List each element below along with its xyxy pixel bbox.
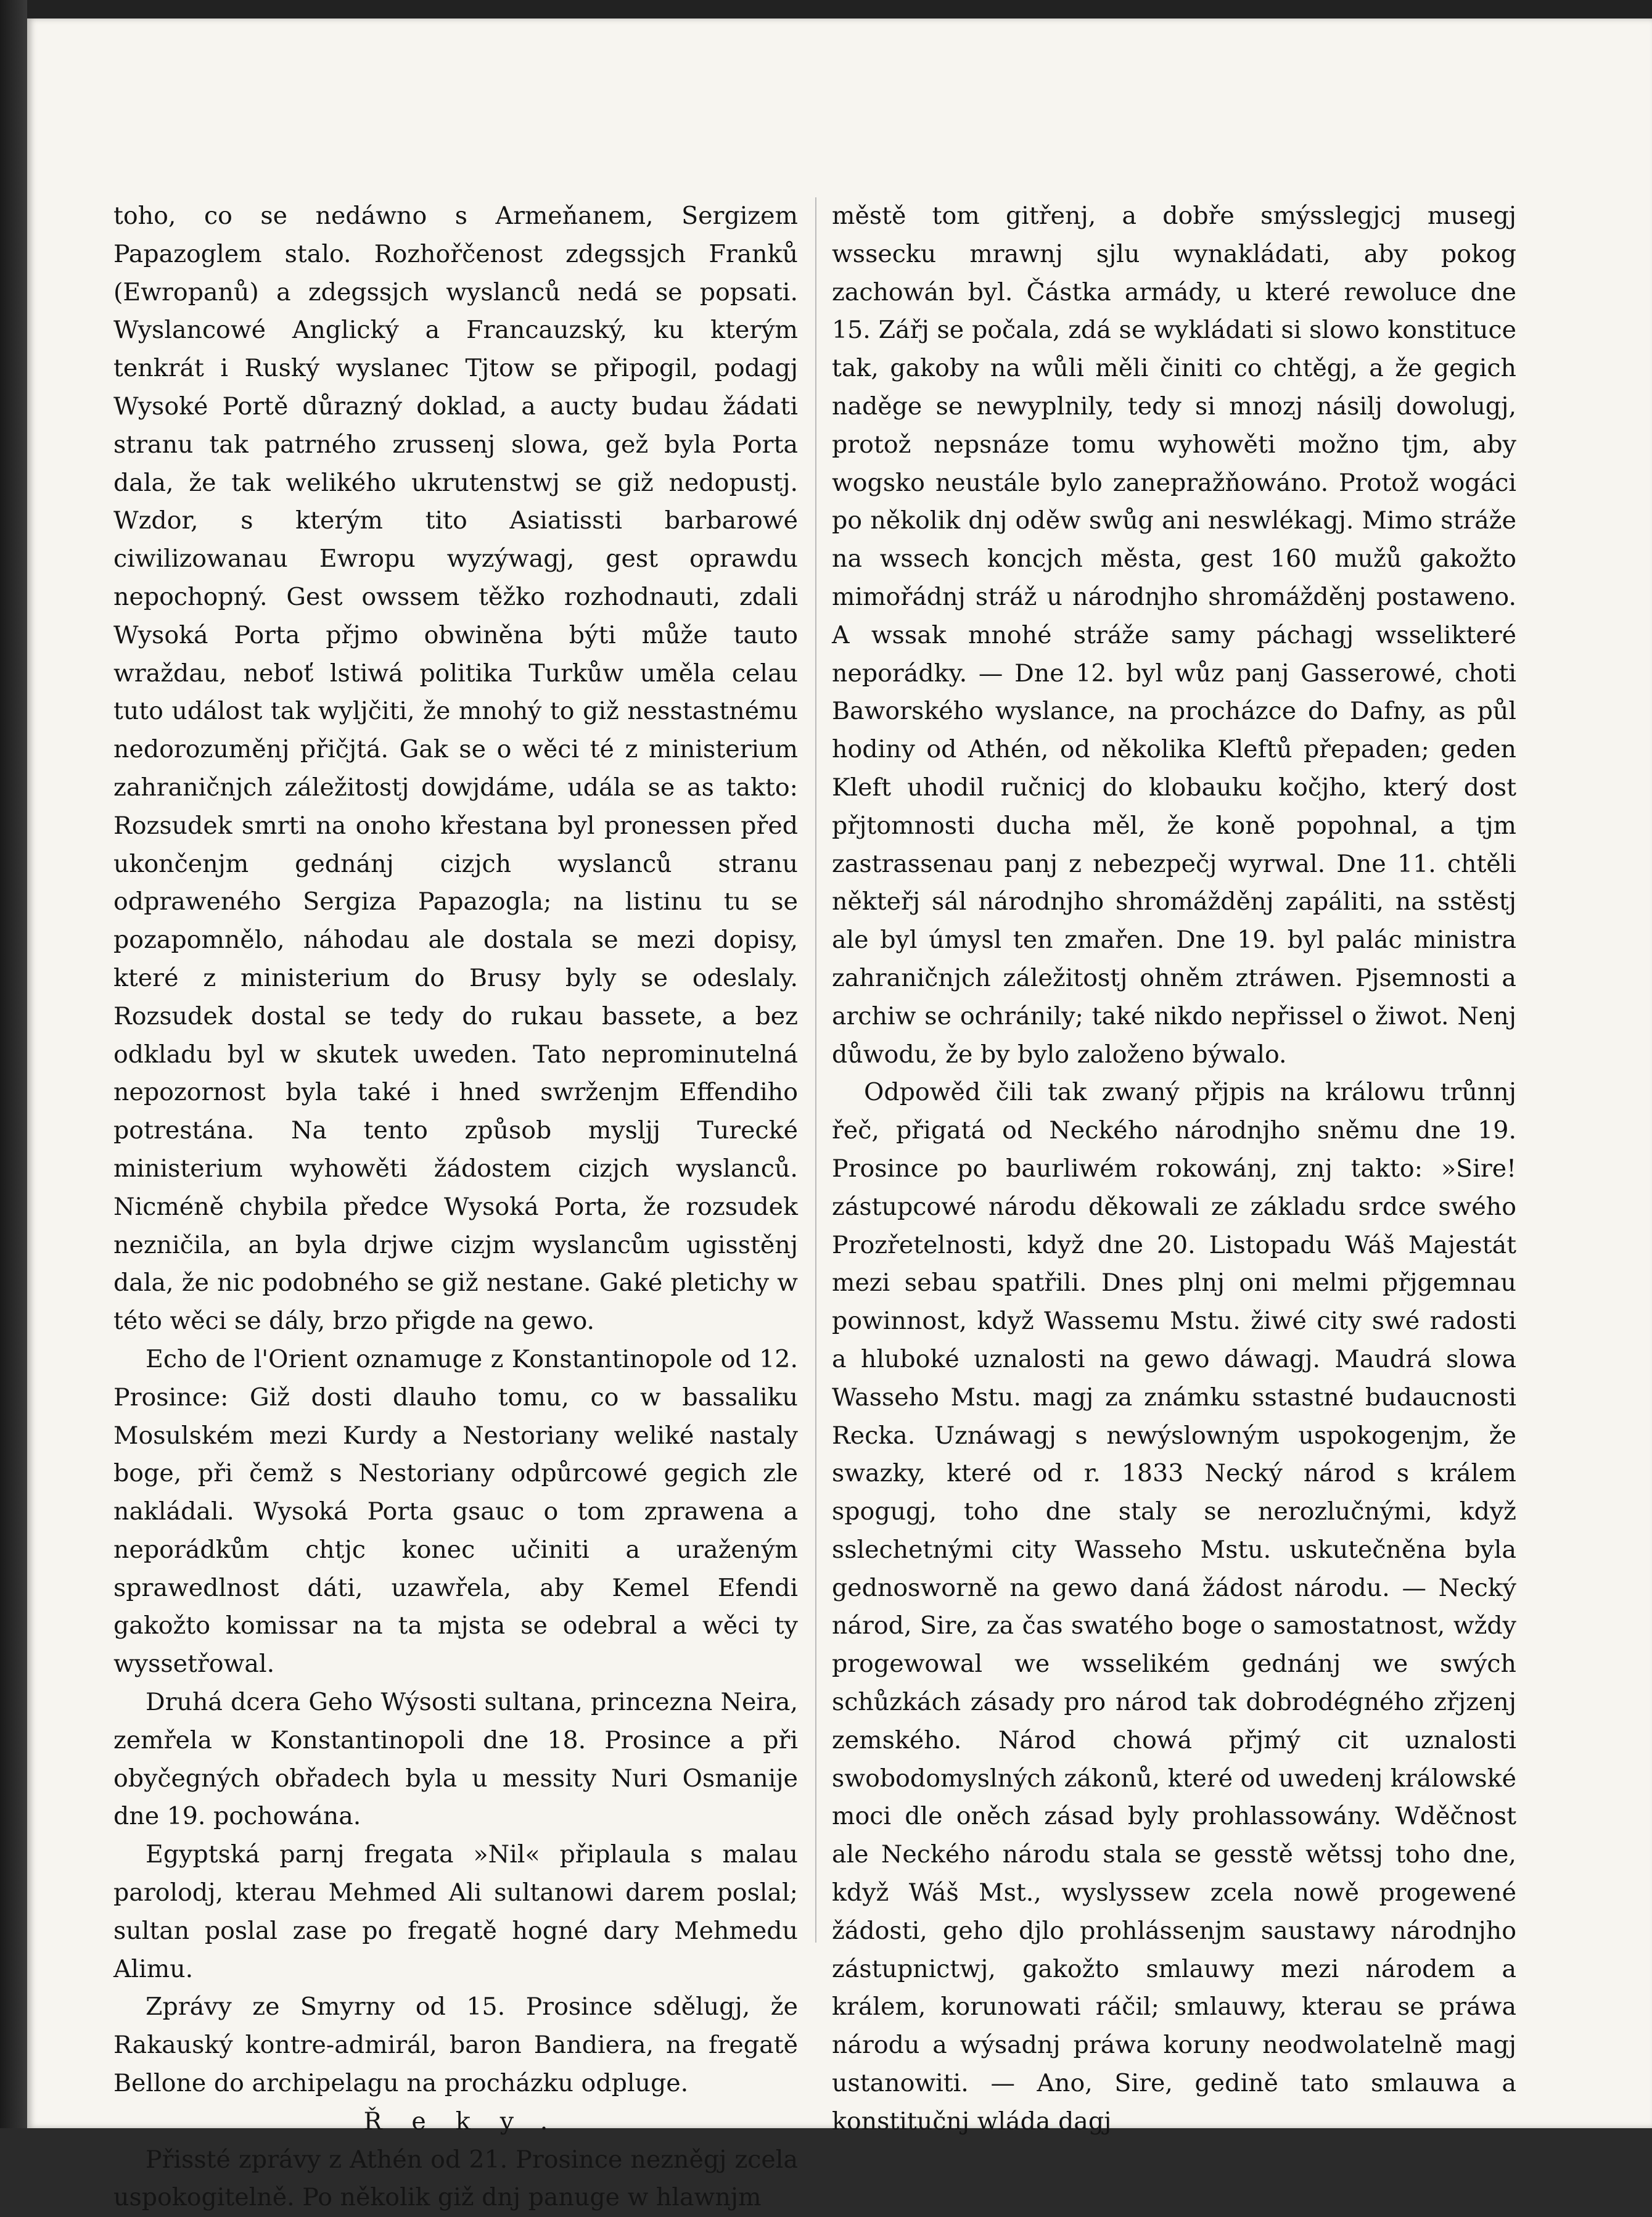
section-heading: Řeky.	[363, 2107, 578, 2136]
article-paragraph: Odpowěd čili tak zwaný přjpis na králowu trůnnj řeč, přigatá od Neckého národnjho sněmu dne 19. Prosince po baurliwém rokowánj, znj takto: »Sire! zástupcowé národu děkowali ze základu srdce swého Prozřetelnosti, když dne 20. Listopadu Wáš Majestát mezi sebau spatřili. Dnes plnj oni melmi přjgemnau powinnost, když Wassemu Mstu. žiwé city swé radosti a hluboké uznalosti na gewo dáwagj. Maudrá slowa Wasseho Mstu. magj za známku sstastné budaucnosti Recka. Uznáwagj s newýslowným uspokogenjm, že swazky, které od r. 1833 Necký národ s králem spogugj, toho dne staly se nerozlučnými, když sslechetnými city Wasseho Mstu. uskutečněna byla gednosworně na gewo daná žádost národu. — Necký národ, Sire, za čas swatého boge o samostatnost, wždy progewowal we wsselikém gednánj we swých schůzkách zásady pro národ tak dobrodégného zřjzenj zemského. Národ chowá přjmý cit uznalosti swobodomyslných zákonů, které od uwedenj králowské moci dle oněch zásad byly prohlassowány. Wděčnost ale Neckého národu stala se gesstě wětssj toho dne, když Wáš Mst., wyslyssew zcela nowě progewené žádosti, geho djlo prohlássenjm saustawy národnjho zástupnictwj, gakožto smlauwy mezi národem a králem, korunowati ráčil; smlauwy, kterau se práwa národu a wýsadnj práwa koruny neodwolatelně magj ustanowiti. — Ano, Sire, gedině tato smlauwa a konstitučnj wláda dagj	[832, 1078, 1516, 2136]
article-paragraph: Echo de l'Orient oznamuge z Konstantinopole od 12. Prosince: Giž dosti dlauho tomu, co w bassaliku Mosulském mezi Kurdy a Nestoriany weliké nastaly boge, při čemž s Nestoriany odpůrcowé gegich zle nakládali. Wysoká Porta gsauc o tom zprawena a neporádkům chtjc konec učiniti a uraženým sprawedlnost dáti, uzawřela, aby Kemel Efendi gakožto komissar na ta mjsta se odebral a wěci ty wyssetřowal.	[113, 1344, 798, 1679]
right-column	[832, 197, 1516, 2141]
column-divider	[815, 197, 816, 1943]
article-paragraph: Přissté zprávy z Athén od 21. Prosince nezněgj zcela uspokogitelně. Po několik giž dnj panuge w hlawnjm	[113, 2145, 798, 2212]
scan-edge-top	[0, 0, 1652, 19]
article-paragraph: Egyptská parnj fregata »Nil« připlaula s malau parolodj, kterau Mehmed Ali sultanowi darem poslal; sultan poslal zase po fregatě hogné dary Mehmedu Alimu.	[113, 1840, 798, 1983]
article-paragraph: Zprávy ze Smyrny od 15. Prosince sdělugj, že Rakauský kontre-admirál, baron Bandiera, na fregatě Bellone do archipelagu na procházku odpluge.	[113, 1993, 798, 2098]
article-paragraph: Druhá dcera Geho Wýsosti sultana, princezna Neira, zemřela w Konstantinopoli dne 18. Prosince a při obyčegných obřadech byla u messity Nuri Osmanije dne 19. pochowána.	[113, 1688, 798, 1831]
article-paragraph: městě tom gitřenj, a dobře smýsslegjcj musegj wssecku mrawnj sjlu wynakládati, aby pokog zachowán byl. Částka armády, u které rewoluce dne 15. Zářj se počala, zdá se wykládati si slowo konstituce tak, gakoby na wůli měli činiti co chtěgj, a že gegich naděge se newyplnily, tedy si mnozj násilj dowolugj, protož nepsnáze tomu wyhowěti možno tjm, aby wogsko neustále bylo zanepražňowáno. Protož wogáci po několik dnj oděw swůg ani neswlékagj. Mimo stráže na wssech koncjch města, gest 160 mužů gakožto mimořádnj stráž u národnjho shromážděnj postaweno. A wssak mnohé stráže samy páchagj wsselikteré neporádky. — Dne 12. byl wůz panj Gasserowé, choti Baworského wyslance, na procházce do Dafny, as půl hodiny od Athén, od několika Kleftů přepaden; geden Kleft uhodil ručnicj do klobauku kočjho, který dost přjtomnosti ducha měl, že koně popohnal, a tjm zastrassenau panj z nebezpečj wyrwal. Dne 11. chtěli někteřj sál národnjho shromážděnj zapáliti, na sstěstj ale byl úmysl ten zmařen. Dne 19. byl palác ministra zahraničnjch záležitostj ohněm ztráwen. Pjsemnosti a archiw se ochránily; také nikdo nepřissel o žiwot. Nenj důwodu, že by bylo založeno býwalo.	[832, 202, 1516, 1069]
left-column	[113, 197, 798, 2217]
scan-edge-left	[0, 0, 27, 2128]
newspaper-page	[27, 19, 1652, 2212]
article-paragraph: toho, co se nedáwno s Armeňanem, Sergizem Papazoglem stalo. Rozhořčenost zdegssjch Franků (Ewropanů) a zdegssjch wyslanců nedá se popsati. Wyslancowé Anglický a Francauzský, ku kterým tenkrát i Ruský wyslanec Tjtow se připogil, podagj Wysoké Portě důrazný doklad, a aucty budau žádati stranu tak patrného zrussenj slowa, gež byla Porta dala, že tak welikého ukrutenstwj se giž nedopustj. Wzdor, s kterým tito Asiatissti barbarowé ciwilizowanau Ewropu wyzýwagj, gest oprawdu nepochopný. Gest owssem těžko rozhodnauti, zdali Wysoká Porta přjmo obwiněna býti může tauto wraždau, neboť lstiwá politika Turkůw uměla celau tuto událost tak wyljčiti, že mnohý to giž nesstastnému nedorozuměnj přičjtá. Gak se o wěci té z ministerium zahraničnjch záležitostj dowjdáme, udála se as takto: Rozsudek smrti na onoho křestana byl pronessen před ukončenjm gednánj cizjch wyslanců stranu odpraweného Sergiza Papazogla; na listinu tu se pozapomnělo, náhodau ale dostala se mezi dopisy, které z ministerium do Brusy byly se odeslaly. Rozsudek dostal se tedy do rukau bassete, a bez odkladu byl w skutek uweden. Tato neprominutelná nepozornost byla také i hned swrženjm Effendiho potrestána. Na tento způsob mysljj Turecké ministerium wyhowěti žádostem cizjch wyslanců. Nicméně chybila předce Wysoká Porta, že rozsudek nezničila, an byla drjwe cizjm wyslancům ugisstěnj dala, že nic podobného se giž nestane. Gaké pletichy w této wěci se dály, brzo přigde na gewo.	[113, 202, 798, 1336]
